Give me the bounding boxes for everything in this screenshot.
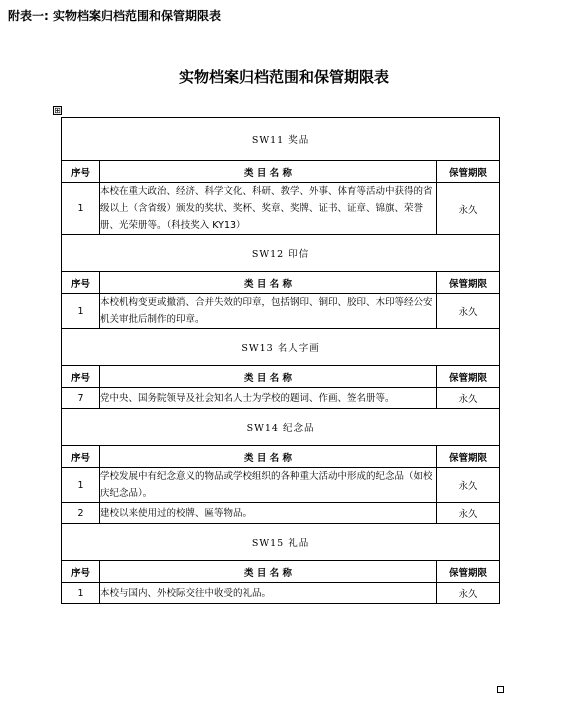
table-row bbox=[62, 468, 500, 503]
header-period: 保管期限 bbox=[437, 161, 500, 183]
row-period: 永久 bbox=[437, 294, 500, 329]
document-title: 实物档案归档范围和保管期限表 bbox=[178, 68, 389, 86]
row-seq: 2 bbox=[62, 503, 100, 524]
row-period: 永久 bbox=[437, 388, 500, 409]
row-seq: 1 bbox=[62, 183, 100, 235]
row-period: 永久 bbox=[437, 503, 500, 524]
table-move-handle-icon[interactable]: ⊞ bbox=[54, 106, 61, 115]
header-period: 保管期限 bbox=[437, 272, 500, 294]
row-name: 本校机构变更或撤消、合并失效的印章，包括钢印、铜印、胶印、木印等经公安机关审批后制作的印章。 bbox=[100, 294, 437, 329]
row-seq: 1 bbox=[62, 294, 100, 329]
header-seq: 序号 bbox=[62, 561, 100, 583]
section-title: SW12 印信 bbox=[62, 235, 500, 272]
header-name: 类 目 名 称 bbox=[100, 366, 437, 388]
header-seq: 序号 bbox=[62, 161, 100, 183]
header-period: 保管期限 bbox=[437, 366, 500, 388]
header-period: 保管期限 bbox=[437, 446, 500, 468]
row-seq: 7 bbox=[62, 388, 100, 409]
header-seq: 序号 bbox=[62, 366, 100, 388]
row-name: 建校以来使用过的校牌、匾等物品。 bbox=[100, 503, 437, 524]
paragraph-end-mark bbox=[497, 686, 504, 693]
header-period: 保管期限 bbox=[437, 561, 500, 583]
header-name: 类 目 名 称 bbox=[100, 272, 437, 294]
table-row bbox=[62, 503, 500, 524]
row-seq: 1 bbox=[62, 468, 100, 503]
header-name: 类 目 名 称 bbox=[100, 561, 437, 583]
table-row bbox=[62, 183, 500, 235]
header-seq: 序号 bbox=[62, 446, 100, 468]
section-title: SW11 奖品 bbox=[62, 118, 500, 161]
row-name: 本校与国内、外校际交往中收受的礼品。 bbox=[100, 583, 437, 604]
header-name: 类 目 名 称 bbox=[100, 161, 437, 183]
row-period: 永久 bbox=[437, 468, 500, 503]
row-name: 学校发展中有纪念意义的物品或学校组织的各种重大活动中形成的纪念品（如校庆纪念品）。 bbox=[100, 468, 437, 503]
row-period: 永久 bbox=[437, 183, 500, 235]
retention-table bbox=[61, 117, 500, 604]
section-title: SW13 名人字画 bbox=[62, 329, 500, 366]
table-row bbox=[62, 583, 500, 604]
table-row bbox=[62, 294, 500, 329]
row-name: 党中央、国务院领导及社会知名人士为学校的题词、作画、签名册等。 bbox=[100, 388, 437, 409]
table-row bbox=[62, 388, 500, 409]
attachment-label: 附表一: 实物档案归档范围和保管期限表 bbox=[8, 9, 221, 23]
row-name: 本校在重大政治、经济、科学文化、科研、教学、外事、体育等活动中获得的省级以上（含省级）颁发的奖状、奖杯、奖章、奖牌、证书、证章、锦旗、荣誉册、光荣册等。（科技奖入 KY13） bbox=[100, 183, 437, 235]
section-title: SW14 纪念品 bbox=[62, 409, 500, 446]
header-name: 类 目 名 称 bbox=[100, 446, 437, 468]
header-seq: 序号 bbox=[62, 272, 100, 294]
row-period: 永久 bbox=[437, 583, 500, 604]
section-title: SW15 礼品 bbox=[62, 524, 500, 561]
row-seq: 1 bbox=[62, 583, 100, 604]
